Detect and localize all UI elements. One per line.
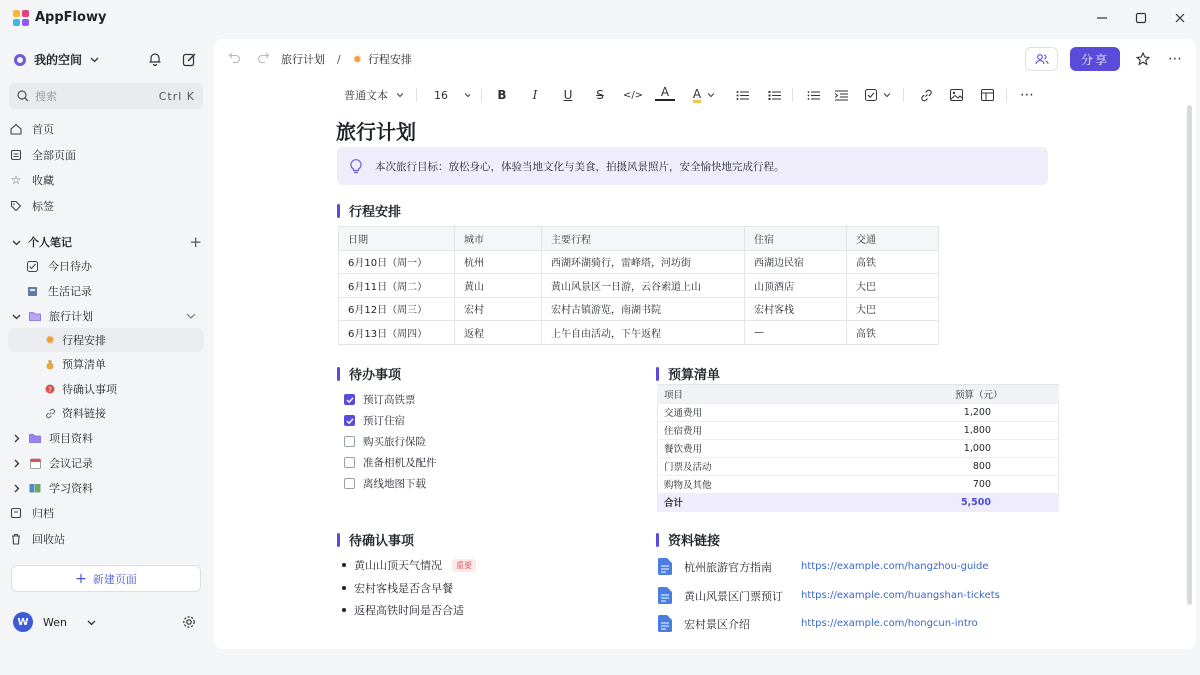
column-header[interactable]: 城市 [455,227,542,251]
share-button[interactable]: 分享 [1070,47,1120,71]
search-placeholder: 搜索 [35,90,57,103]
links-heading[interactable]: 资料链接 [656,530,720,549]
list-item-text: 宏村客栈是否含早餐 [354,582,453,595]
chevron-down-icon [883,91,891,99]
workspace-name: 我的空间 [34,53,83,67]
table-row [339,321,939,345]
user-name: Wen [43,615,67,629]
chevron-down-icon [396,91,404,99]
document-icon [658,558,672,575]
text-style-value: 普通文本 [344,89,388,102]
list-icon [807,90,820,101]
link-title: 杭州旅游官方指南 [684,560,772,574]
bell-icon [148,52,162,66]
column-header[interactable]: 住宿 [745,227,847,251]
font-size-select[interactable] [434,85,470,105]
notebook-emoji [24,283,40,299]
bold-button[interactable] [492,85,512,105]
strikethrough-icon: S [596,88,604,102]
todo-heading[interactable]: 待办事项 [337,364,401,383]
link-button[interactable] [916,85,936,105]
maximize-button[interactable] [1131,8,1151,28]
sidebar-item-label: 项目资料 [49,432,93,445]
checkbox-checked[interactable] [344,415,355,426]
list-item[interactable] [342,580,453,596]
table-cell[interactable]: — [745,321,847,345]
avatar: W [13,612,33,632]
chevron-right-icon [12,459,21,468]
pages-icon [8,147,24,163]
workspace-switcher[interactable] [14,51,99,68]
checkbox-checked[interactable] [344,394,355,405]
table-cell[interactable]: 杭州 [455,250,542,274]
sidebar-item-today-todo[interactable] [24,254,204,278]
chevron-down-icon [12,312,21,321]
column-header[interactable]: 预算（元） [949,385,1059,403]
sidebar-item-label: 今日待办 [48,260,92,273]
calendar-emoji [27,455,43,471]
todo-label: 离线地图下载 [363,478,426,490]
todo-item[interactable] [344,413,405,428]
todo-label: 准备相机及配件 [363,457,437,469]
plus-icon: + [75,570,87,587]
more-icon: ⋯ [1020,87,1034,103]
table-cell[interactable]: 门票及活动 [657,457,949,475]
link-url[interactable]: https://example.com/hangzhou-guide [801,561,989,572]
text-style-select[interactable] [344,85,414,105]
highlight-icon: A [692,86,702,101]
table-cell[interactable]: 返程 [455,321,542,345]
table-cell[interactable]: 1,000 [949,439,1059,457]
sidebar-item-label: 会议记录 [49,457,93,470]
sidebar-item-home[interactable] [8,117,204,141]
search-input[interactable] [9,83,203,109]
list-item[interactable] [342,602,464,618]
table-cell[interactable]: 西湖边民宿 [745,250,847,274]
code-button[interactable] [623,85,643,105]
sidebar-item-label: 归档 [32,507,54,520]
users-icon [1035,53,1049,65]
checkbox-icon [24,258,40,274]
svg-text:?: ? [48,386,52,394]
sidebar-item-archive[interactable] [8,501,204,525]
table-cell[interactable]: 黄山 [455,274,542,298]
add-page-icon[interactable]: + [189,233,202,251]
table-cell[interactable]: 大巴 [847,297,939,321]
title-bar [0,0,1200,36]
todo-item[interactable] [344,455,437,470]
workspace-icon [14,54,26,66]
checklist-button[interactable] [861,85,895,105]
maximize-icon [1135,12,1147,24]
table-cell[interactable]: 宏村古镇游览，南湖书院 [542,297,745,321]
table-cell[interactable]: 餐饮费用 [657,439,949,457]
highlight-button[interactable] [687,85,721,105]
table-row [339,297,939,321]
table-header-row [657,385,1059,403]
callout-block[interactable] [337,147,1048,185]
editor-pane [214,39,1196,649]
budget-heading[interactable]: 预算清单 [656,364,720,383]
italic-button[interactable] [525,85,545,105]
table-cell[interactable]: 6月11日（周二） [339,274,455,298]
table-cell[interactable]: 宏村 [455,297,542,321]
column-header[interactable]: 日期 [339,227,455,251]
list-item[interactable] [342,557,476,573]
pending-heading[interactable]: 待确认事项 [337,530,414,549]
favorite-button[interactable] [1133,49,1153,69]
font-size-value: 16 [434,88,448,102]
sidebar-item-label: 生活记录 [48,285,92,298]
link-item[interactable] [658,587,1000,604]
toolbar-divider [1006,88,1007,102]
breadcrumb-current[interactable]: 行程安排 [367,53,412,66]
table-icon [981,89,994,101]
more-format-button[interactable] [1017,85,1037,105]
table-total-row [657,493,1059,511]
section-personal-notes[interactable] [12,233,202,251]
more-button[interactable] [1165,49,1185,69]
document-icon [658,615,672,632]
table-cell[interactable]: 高铁 [847,321,939,345]
folder-icon [27,308,43,324]
star-icon: ☆ [10,173,22,187]
question-emoji [42,381,58,397]
link-icon [920,89,933,102]
minimize-button[interactable] [1092,8,1112,28]
table-cell[interactable]: 合计 [657,493,949,511]
more-icon: ⋯ [1168,51,1182,67]
sidebar-item-all-pages[interactable] [8,143,204,167]
editor-topbar [214,39,1196,79]
todo-item[interactable] [344,392,416,407]
table-cell[interactable]: 6月13日（周四） [339,321,455,345]
table-cell[interactable]: 700 [949,475,1059,493]
tag-icon [8,198,24,214]
sun-emoji: ✹ [44,333,56,347]
important-badge: 重要 [452,559,476,572]
redo-icon[interactable] [257,51,270,63]
table-cell[interactable]: 西湖环湖骑行，雷峰塔，河坊街 [542,250,745,274]
sidebar-item-budget[interactable] [42,352,204,376]
sidebar [0,36,212,675]
new-page-button[interactable] [11,565,201,592]
close-window-button[interactable] [1170,8,1190,28]
chevron-down-icon [707,91,715,99]
breadcrumb [281,51,412,67]
sidebar-item-travel-plan[interactable] [8,304,204,328]
gear-icon [182,615,196,629]
chevron-right-icon [12,484,21,493]
table-cell[interactable]: 宏村客栈 [745,297,847,321]
sidebar-item-projects[interactable] [8,426,204,450]
breadcrumb-separator: / [337,52,341,66]
sidebar-item-pending[interactable] [42,377,204,401]
table-cell[interactable]: 购物及其他 [657,475,949,493]
sidebar-item-label: 收藏 [32,174,54,187]
todo-label: 购买旅行保险 [363,436,426,448]
page-title[interactable]: 旅行计划 [336,120,416,144]
chevron-right-icon [12,434,21,443]
table-cell[interactable]: 大巴 [847,274,939,298]
collaborators-button[interactable] [1025,47,1058,71]
table-row [339,274,939,298]
notifications-button[interactable] [145,49,165,69]
appflowy-logo-icon [12,9,30,27]
table-row [657,421,1059,439]
underline-button[interactable] [558,85,578,105]
document-icon [658,587,672,604]
list-button[interactable] [803,85,823,105]
table-cell[interactable]: 5,500 [949,493,1059,511]
checkbox-unchecked[interactable] [344,478,355,489]
toolbar-divider [903,88,904,102]
text-color-button[interactable] [655,85,675,101]
moneybag-emoji [42,356,58,372]
todo-label: 预订住宿 [363,415,405,427]
sidebar-item-label: 预算清单 [62,358,106,371]
numbered-list-icon [768,90,781,101]
table-cell[interactable]: 山顶酒店 [745,274,847,298]
link-title: 黄山风景区门票预订 [684,589,783,603]
breadcrumb-parent[interactable]: 旅行计划 [281,53,325,66]
bulleted-list-icon [736,90,749,101]
edit-icon [182,52,197,67]
vertical-scrollbar[interactable] [1187,105,1192,605]
sidebar-item-study[interactable] [8,476,204,500]
underline-icon: U [563,88,573,102]
books-emoji [27,480,43,496]
archive-icon [8,505,24,521]
column-header[interactable]: 交通 [847,227,939,251]
image-icon [950,89,963,101]
text-color-icon: A [660,85,670,99]
link-url[interactable]: https://example.com/hongcun-intro [801,618,978,629]
table-row [657,403,1059,421]
table-cell[interactable]: 800 [949,457,1059,475]
chevron-down-icon [87,618,96,627]
callout-text: 本次旅行目标：放松身心，体验当地文化与美食，拍摄风景照片，安全愉快地完成行程。 [375,160,785,173]
sidebar-item-label: 学习资料 [49,482,93,495]
link-url[interactable]: https://example.com/huangshan-tickets [801,590,1000,601]
new-note-button[interactable] [179,49,199,69]
sidebar-item-tags[interactable] [8,194,204,218]
sidebar-item-label: 标签 [32,200,54,213]
table-cell[interactable]: 上午自由活动，下午返程 [542,321,745,345]
link-title: 宏村景区介绍 [684,617,750,631]
table-cell[interactable]: 住宿费用 [657,421,949,439]
toolbar-divider [792,88,793,102]
table-cell[interactable]: 黄山风景区一日游，云谷索道上山 [542,274,745,298]
table-cell[interactable]: 1,800 [949,421,1059,439]
minimize-icon [1096,12,1108,24]
app-name: AppFlowy [35,10,107,25]
table-cell[interactable]: 交通费用 [657,403,949,421]
sidebar-item-label: 待确认事项 [62,383,117,396]
chevron-down-icon [464,91,470,99]
schedule-heading[interactable]: 行程安排 [337,201,401,220]
table-cell[interactable]: 1,200 [949,403,1059,421]
sidebar-item-label: 全部页面 [32,149,76,162]
lightbulb-icon [349,158,365,174]
sidebar-item-favorites[interactable] [8,168,204,192]
checkbox-unchecked[interactable] [344,436,355,447]
checkbox-unchecked[interactable] [344,457,355,468]
undo-icon[interactable] [228,51,241,63]
link-item[interactable] [658,615,978,632]
sidebar-item-label: 首页 [32,123,54,136]
sidebar-item-label: 行程安排 [62,334,106,347]
toolbar-divider [416,88,417,102]
star-icon [1136,52,1150,66]
table-cell[interactable]: 高铁 [847,250,939,274]
settings-button[interactable] [179,612,199,632]
link-item[interactable] [658,558,989,575]
folder-icon [27,430,43,446]
close-icon [1174,12,1186,24]
sidebar-item-trash[interactable] [8,527,204,551]
history-controls [228,51,270,63]
budget-table [657,385,1059,512]
schedule-table [338,226,939,345]
todo-item[interactable] [344,476,426,491]
image-button[interactable] [946,85,966,105]
sidebar-item-label: 回收站 [32,533,65,546]
code-icon: </> [622,89,644,101]
sidebar-item-itinerary[interactable] [8,328,204,352]
trash-icon [8,531,24,547]
indent-button[interactable] [831,85,851,105]
strikethrough-button[interactable] [590,85,610,105]
checklist-icon [865,89,877,101]
sidebar-item-life-log[interactable] [24,279,204,303]
table-row [339,250,939,274]
search-icon [17,90,29,102]
table-header-row [339,227,939,251]
section-label: 个人笔记 [28,236,72,249]
new-page-label: 新建页面 [92,572,137,586]
search-shortcut: Ctrl K [158,89,195,103]
user-menu[interactable] [13,612,96,632]
toolbar-divider [481,88,482,102]
column-header[interactable]: 主要行程 [542,227,745,251]
todo-item[interactable] [344,434,426,449]
chevron-down-icon[interactable] [186,311,196,321]
sidebar-item-links[interactable] [42,401,204,425]
table-button[interactable] [977,85,997,105]
chevron-down-icon [12,238,21,247]
link-icon [42,405,58,421]
sidebar-item-meetings[interactable] [8,451,204,475]
sidebar-item-label: 旅行计划 [49,310,93,323]
format-toolbar [334,83,1054,107]
sun-emoji: ✹ [352,52,362,66]
bold-icon: B [497,88,507,102]
column-header[interactable]: 项目 [657,385,949,403]
bulleted-list-button[interactable] [732,85,752,105]
table-row [657,475,1059,493]
indent-icon [835,90,848,101]
todo-label: 预订高铁票 [363,394,416,406]
italic-icon: I [532,88,538,102]
chevron-down-icon [90,55,99,64]
list-item-text: 黄山山顶天气情况 [354,559,442,572]
home-icon [8,121,24,137]
numbered-list-button[interactable] [764,85,784,105]
table-row [657,439,1059,457]
table-cell[interactable]: 6月12日（周三） [339,297,455,321]
list-item-text: 返程高铁时间是否合适 [354,604,464,617]
sidebar-item-label: 资料链接 [62,407,106,420]
table-cell[interactable]: 6月10日（周一） [339,250,455,274]
table-row [657,457,1059,475]
